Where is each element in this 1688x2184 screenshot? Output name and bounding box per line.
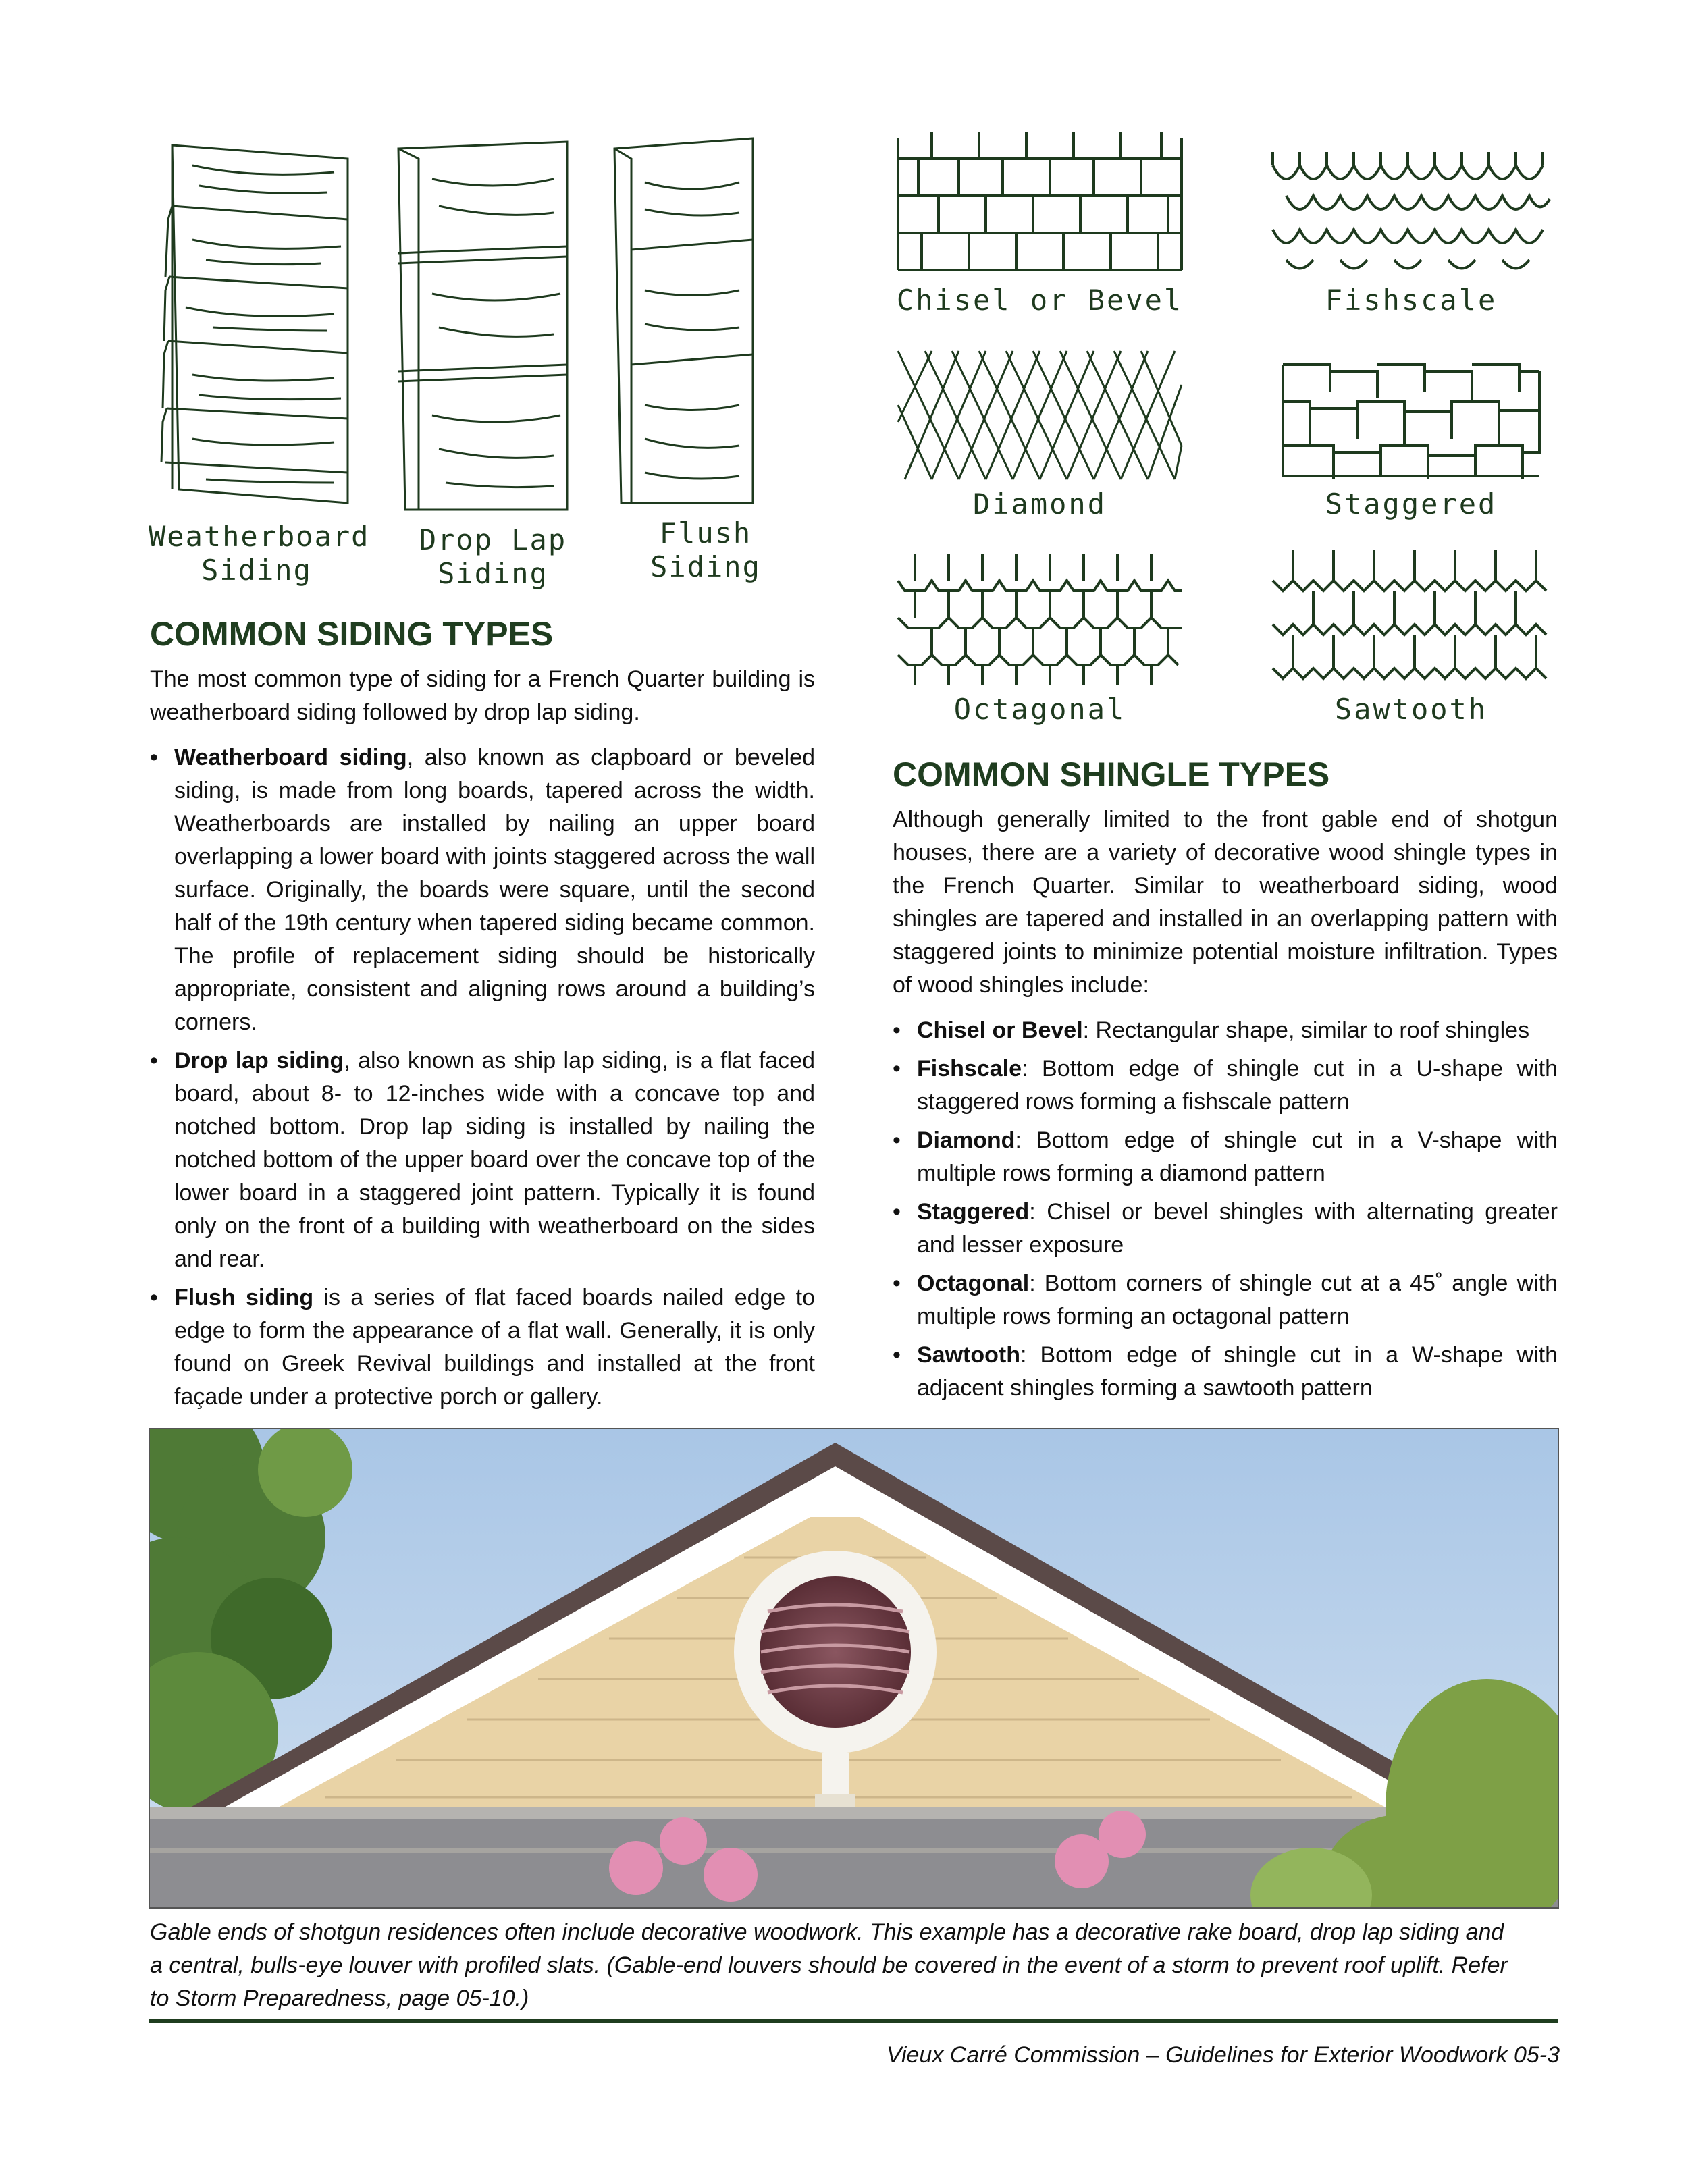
- list-item-text: , also known as ship lap siding, is a flat faced board, about 8- to 12-inches wide with a concave top and notched bottom. Drop lap siding is installed by nailing the notched bottom of the upper board over the concave top of the lower board in a staggered joint pattern. Typically it is found only on the front of a building with weatherboard on the sides and rear.: [174, 1048, 815, 1272]
- chisel-bevel-shingle-sketch: [891, 132, 1188, 284]
- list-item-text: , also known as clapboard or beveled siding, is made from long boards, tapered across the width. Weatherboards are installed by nailing an upper board overlapping a lower board with joints staggered across the wall surface. Originally, the boards were square, until the second half of the 19th century when tapered siding became common. The profile of replacement siding should be historically appropriate, consistent and aligning rows around a building’s corners.: [174, 745, 815, 1035]
- list-item: [893, 1053, 1558, 1119]
- list-item-text: : Bottom edge of shingle cut in a W-shape with adjacent shingles forming a sawtooth pattern: [917, 1342, 1558, 1401]
- siding-section: [150, 614, 815, 1419]
- flush-siding-sketch: [604, 135, 760, 510]
- shingle-heading: COMMON SHINGLE TYPES: [893, 755, 1330, 793]
- label-line: Siding: [201, 554, 312, 587]
- weatherboard-siding-sketch: [152, 138, 354, 513]
- sawtooth-shingle-sketch: [1269, 550, 1553, 692]
- fishscale-label: Fishscale: [1325, 284, 1498, 317]
- shingle-section: [893, 755, 1558, 1410]
- list-item-term: Chisel or Bevel: [917, 1017, 1083, 1043]
- label-line: Weatherboard: [149, 520, 370, 553]
- list-item: [150, 1044, 815, 1276]
- shingle-intro: Although generally limited to the front gable end of shotgun houses, there are a variety of decorative wood shingle types in the French Quarter. Similar to weatherboard siding, wood shingles are tapered and installed in an overlapping pattern with staggered joints to minimize potential moisture infiltration. Types of wood shingles include:: [893, 807, 1558, 998]
- label-line: Flush: [659, 516, 752, 550]
- label-line: Siding: [650, 550, 761, 584]
- list-item: [893, 1014, 1558, 1047]
- list-item: [150, 1281, 815, 1414]
- list-item-term: Staggered: [917, 1199, 1030, 1225]
- staggered-label: Staggered: [1325, 487, 1498, 521]
- flush-siding-label: [625, 516, 787, 585]
- weatherboard-siding-label: [149, 520, 370, 588]
- list-item-text: : Chisel or bevel shingles with alternating greater and lesser exposure: [917, 1199, 1558, 1258]
- chisel-bevel-label: Chisel or Bevel: [896, 284, 1184, 317]
- list-item-term: Drop lap siding: [174, 1048, 344, 1073]
- list-item-text: : Bottom edge of shingle cut in a V-shape with multiple rows forming a diamond pattern: [917, 1127, 1558, 1186]
- drop-lap-siding-sketch: [385, 138, 581, 516]
- list-item-term: Fishscale: [917, 1056, 1022, 1082]
- drop-lap-siding-label: [398, 523, 587, 591]
- octagonal-label: Octagonal: [953, 693, 1126, 726]
- list-item: [150, 741, 815, 1039]
- siding-heading: COMMON SIDING TYPES: [150, 615, 554, 653]
- photo-caption: Gable ends of shotgun residences often include decorative woodwork. This example has a decorative rake board, drop lap siding and a central, bulls-eye louver with profiled slats. (Gable-end louvers should be covered in the event of a storm to prevent roof uplift. Refer to Storm Preparedness, page 05-10.): [150, 1919, 1508, 2011]
- gable-photo-illustration: [150, 1429, 1558, 1907]
- label-line: Drop Lap: [419, 523, 567, 556]
- fishscale-shingle-sketch: [1269, 152, 1553, 277]
- label-line: Siding: [438, 557, 548, 591]
- staggered-shingle-sketch: [1276, 351, 1546, 483]
- list-item: [893, 1124, 1558, 1190]
- list-item: [893, 1339, 1558, 1405]
- list-item-text: : Bottom edge of shingle cut in a U-shape with staggered rows forming a fishscale pattern: [917, 1056, 1558, 1115]
- siding-list: [150, 741, 815, 1414]
- sawtooth-label: Sawtooth: [1334, 693, 1488, 726]
- list-item-term: Diamond: [917, 1127, 1016, 1153]
- list-item-term: Flush siding: [174, 1285, 314, 1310]
- list-item-text: : Rectangular shape, similar to roof shingles: [1082, 1017, 1530, 1043]
- list-item-term: Sawtooth: [917, 1342, 1020, 1368]
- gable-photo: [149, 1428, 1559, 1909]
- list-item-term: Octagonal: [917, 1271, 1030, 1296]
- diamond-label: Diamond: [972, 487, 1107, 521]
- list-item-text: is a series of flat faced boards nailed edge to edge to form the appearance of a flat wall. Generally, it is only found on Greek Revival buildings and installed at the front façade under a protective porch or gallery.: [174, 1285, 816, 1410]
- footer-text: Vieux Carré Commission – Guidelines for Exterior Woodwork 05-3: [886, 2042, 1560, 2068]
- list-item: [893, 1267, 1558, 1333]
- shingle-list: [893, 1014, 1558, 1405]
- footer-rule: [149, 2019, 1558, 2023]
- siding-intro: The most common type of siding for a French Quarter building is weatherboard siding followed by drop lap siding.: [150, 666, 815, 725]
- octagonal-shingle-sketch: [891, 554, 1188, 689]
- list-item-term: Weatherboard siding: [174, 745, 407, 770]
- list-item-text: : Bottom corners of shingle cut at a 45˚ angle with multiple rows forming an octagonal pattern: [917, 1271, 1558, 1329]
- diamond-shingle-sketch: [891, 344, 1188, 486]
- list-item: [893, 1196, 1558, 1262]
